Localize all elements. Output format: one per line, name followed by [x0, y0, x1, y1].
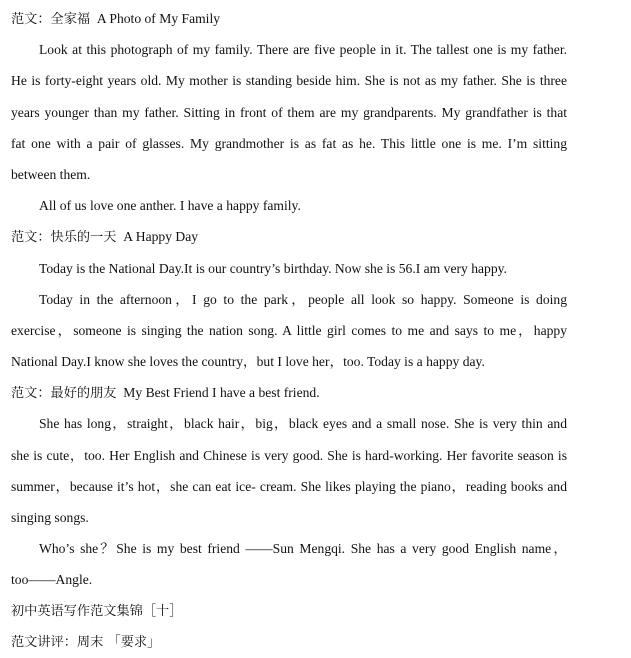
text-line: she is cute，too. Her English and Chinese is very good. She is hard-working. Her favorite season is	[11, 447, 567, 463]
paragraph	[11, 190, 567, 221]
paragraph	[11, 533, 567, 595]
text-line: Today in the afternoon，I go to the park，people all look so happy. Someone is doing	[39, 291, 567, 307]
heading-chinese: 范文：全家福	[11, 12, 91, 27]
section-heading	[11, 377, 567, 408]
text-line: All of us love one anther. I have a happy family.	[39, 198, 301, 214]
heading-chinese: 范文：快乐的一天	[11, 230, 117, 246]
text-line: exercise，someone is singing the nation song. A little girl comes to me and says to me，happy	[11, 322, 567, 338]
text-line: years younger than my father. Sitting in front of them are my grandparents. My grandfather is that	[11, 104, 567, 120]
heading-chinese: 范文：最好的朋友	[11, 386, 117, 402]
text-line: Today is the National Day.It is our country’s birthday. Now she is 56.I am very happy.	[39, 260, 507, 276]
text-line: summer，because it’s hot，she can eat ice- cream. She likes playing the piano，reading books and	[11, 478, 567, 494]
section-heading	[11, 3, 567, 34]
text-line: too——Angle.	[11, 572, 93, 588]
essay-section	[11, 221, 567, 377]
footer-line: 初中英语写作范文集锦［十］	[11, 603, 183, 619]
essay-section	[11, 3, 567, 221]
heading-english: A Photo of My Family	[96, 11, 221, 26]
text-line: National Day.I know she loves the country，but I love her，too. Today is a happy day.	[11, 354, 485, 370]
heading-english: A Happy Day	[123, 229, 199, 245]
section-heading	[11, 221, 567, 252]
text-line: He is forty-eight years old. My mother is standing beside him. She is not as my father. She is three	[11, 73, 567, 89]
document-page	[11, 3, 567, 658]
text-line: Who’s she？She is my best friend ——Sun Mengqi. She has a very good English name，	[39, 541, 567, 557]
heading-english: My Best Friend I have a best friend.	[123, 385, 320, 401]
paragraph	[11, 408, 567, 533]
text-line: She has long，straight，black hair，big，black eyes and a small nose. She is very thin and	[39, 416, 567, 432]
text-line: singing songs.	[11, 510, 89, 525]
text-line: fat one with a pair of glasses. My grandmother is as fat as he. This little one is me. I’m sitting	[11, 135, 567, 151]
text-line: Look at this photograph of my family. There are five people in it. The tallest one is my father.	[39, 42, 567, 58]
paragraph	[11, 253, 567, 284]
paragraph	[11, 34, 567, 190]
essay-section	[11, 377, 567, 595]
text-line: between them.	[11, 166, 91, 182]
footer-line: 范文讲评：周末 「要求」	[11, 634, 161, 650]
paragraph	[11, 284, 567, 378]
